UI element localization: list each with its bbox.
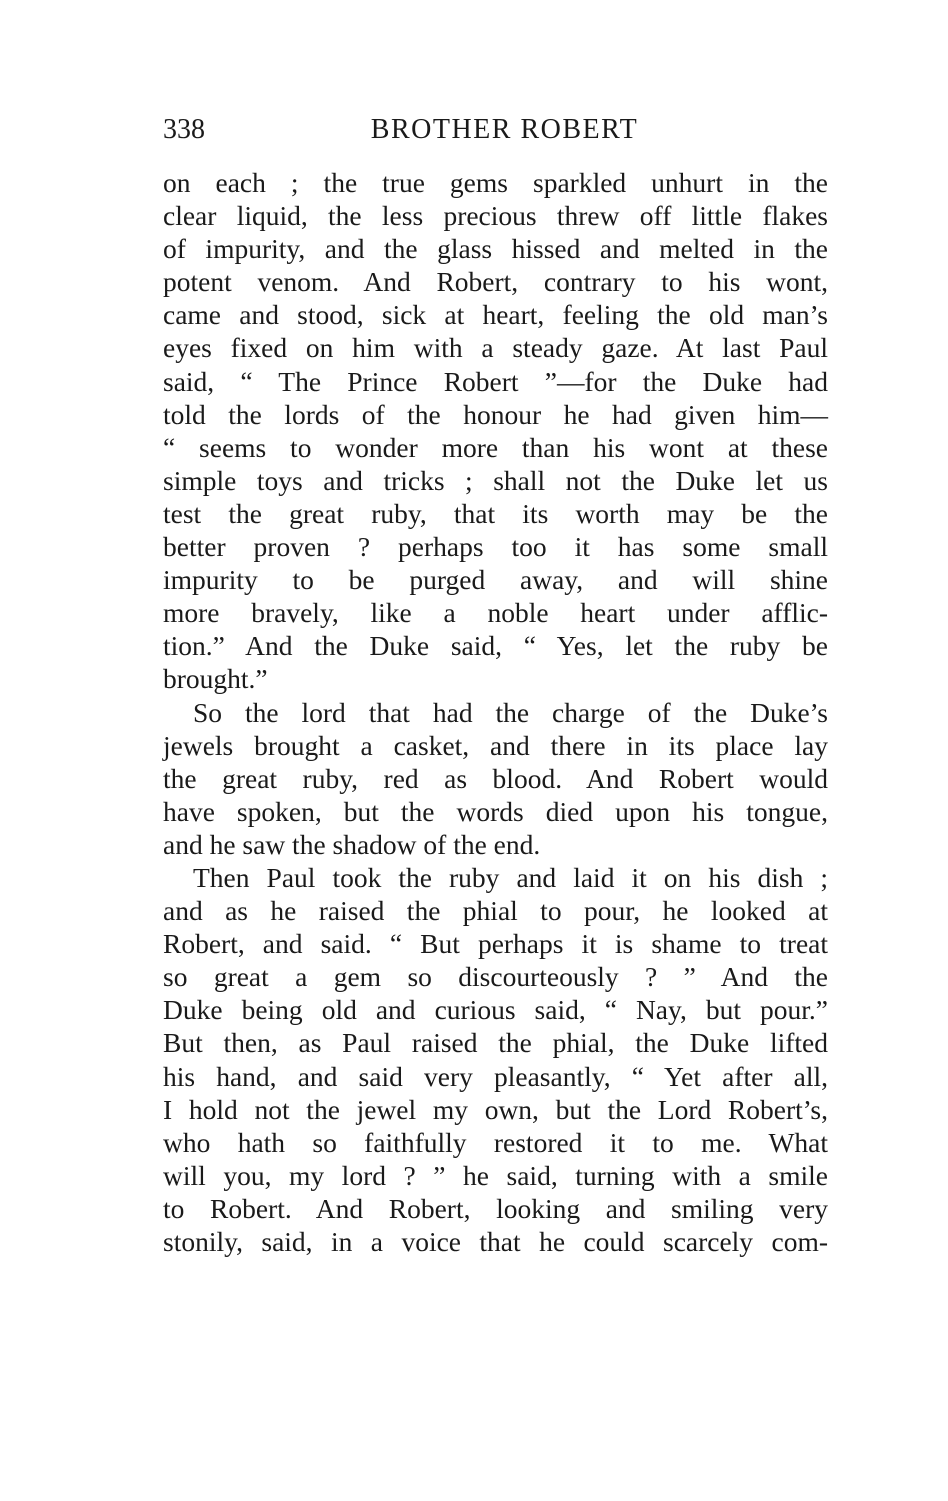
text-line: the great ruby, red as blood. And Robert would bbox=[163, 762, 828, 794]
text-line: and as he raised the phial to pour, he looked at bbox=[163, 895, 828, 927]
text-line: told the lords of the honour he had given him— bbox=[163, 398, 828, 430]
text-line: potent venom. And Robert, contrary to his wont, bbox=[163, 266, 828, 298]
text-line: “ seems to wonder more than his wont at these bbox=[163, 431, 828, 463]
text-line: impurity to be purged away, and will shine bbox=[163, 564, 828, 596]
running-title: BROTHER ROBERT bbox=[370, 114, 639, 145]
text-line: and he saw the shadow of the end. bbox=[163, 828, 541, 860]
text-line: to Robert. And Robert, looking and smiling very bbox=[163, 1192, 828, 1224]
page-number: 338 bbox=[163, 114, 205, 145]
text-line: who hath so faithfully restored it to me. What bbox=[163, 1126, 828, 1158]
text-line: will you, my lord ? ” he said, turning with a smile bbox=[163, 1159, 828, 1191]
text-line: his hand, and said very pleasantly, “ Yet after all, bbox=[163, 1060, 828, 1092]
text-line: simple toys and tricks ; shall not the Duke let us bbox=[163, 464, 828, 496]
text-line: so great a gem so discourteously ? ” And the bbox=[163, 961, 828, 993]
body-text bbox=[163, 166, 828, 1258]
text-line: on each ; the true gems sparkled unhurt in the bbox=[163, 167, 828, 198]
text-line: brought.” bbox=[163, 663, 268, 695]
text-line: better proven ? perhaps too it has some small bbox=[163, 531, 828, 563]
text-line: have spoken, but the words died upon his tongue, bbox=[163, 795, 828, 827]
text-line: I hold not the jewel my own, but the Lord Robert’s, bbox=[163, 1093, 828, 1125]
text-line: tion.” And the Duke said, “ Yes, let the ruby be bbox=[163, 630, 828, 662]
text-line: came and stood, sick at heart, feeling the old man’s bbox=[163, 299, 828, 331]
text-line: So the lord that had the charge of the Duke’s bbox=[193, 696, 828, 728]
text-line: Duke being old and curious said, “ Nay, but pour.” bbox=[163, 994, 828, 1026]
text-line: Then Paul took the ruby and laid it on his dish ; bbox=[193, 861, 828, 893]
text-line: Robert, and said. “ But perhaps it is shame to treat bbox=[163, 928, 828, 960]
text-line: stonily, said, in a voice that he could scarcely com- bbox=[163, 1226, 828, 1257]
text-line: But then, as Paul raised the phial, the Duke lifted bbox=[163, 1027, 828, 1059]
text-line: said, “ The Prince Robert ”—for the Duke had bbox=[163, 365, 828, 397]
running-head bbox=[163, 110, 828, 150]
text-line: test the great ruby, that its worth may be the bbox=[163, 497, 828, 529]
text-line: eyes fixed on him with a steady gaze. At last Paul bbox=[163, 332, 828, 364]
text-line: of impurity, and the glass hissed and melted in the bbox=[163, 233, 828, 265]
text-line: jewels brought a casket, and there in its place lay bbox=[163, 729, 828, 761]
text-line: more bravely, like a noble heart under afflic- bbox=[163, 597, 828, 629]
text-line: clear liquid, the less precious threw off little flakes bbox=[163, 200, 828, 232]
